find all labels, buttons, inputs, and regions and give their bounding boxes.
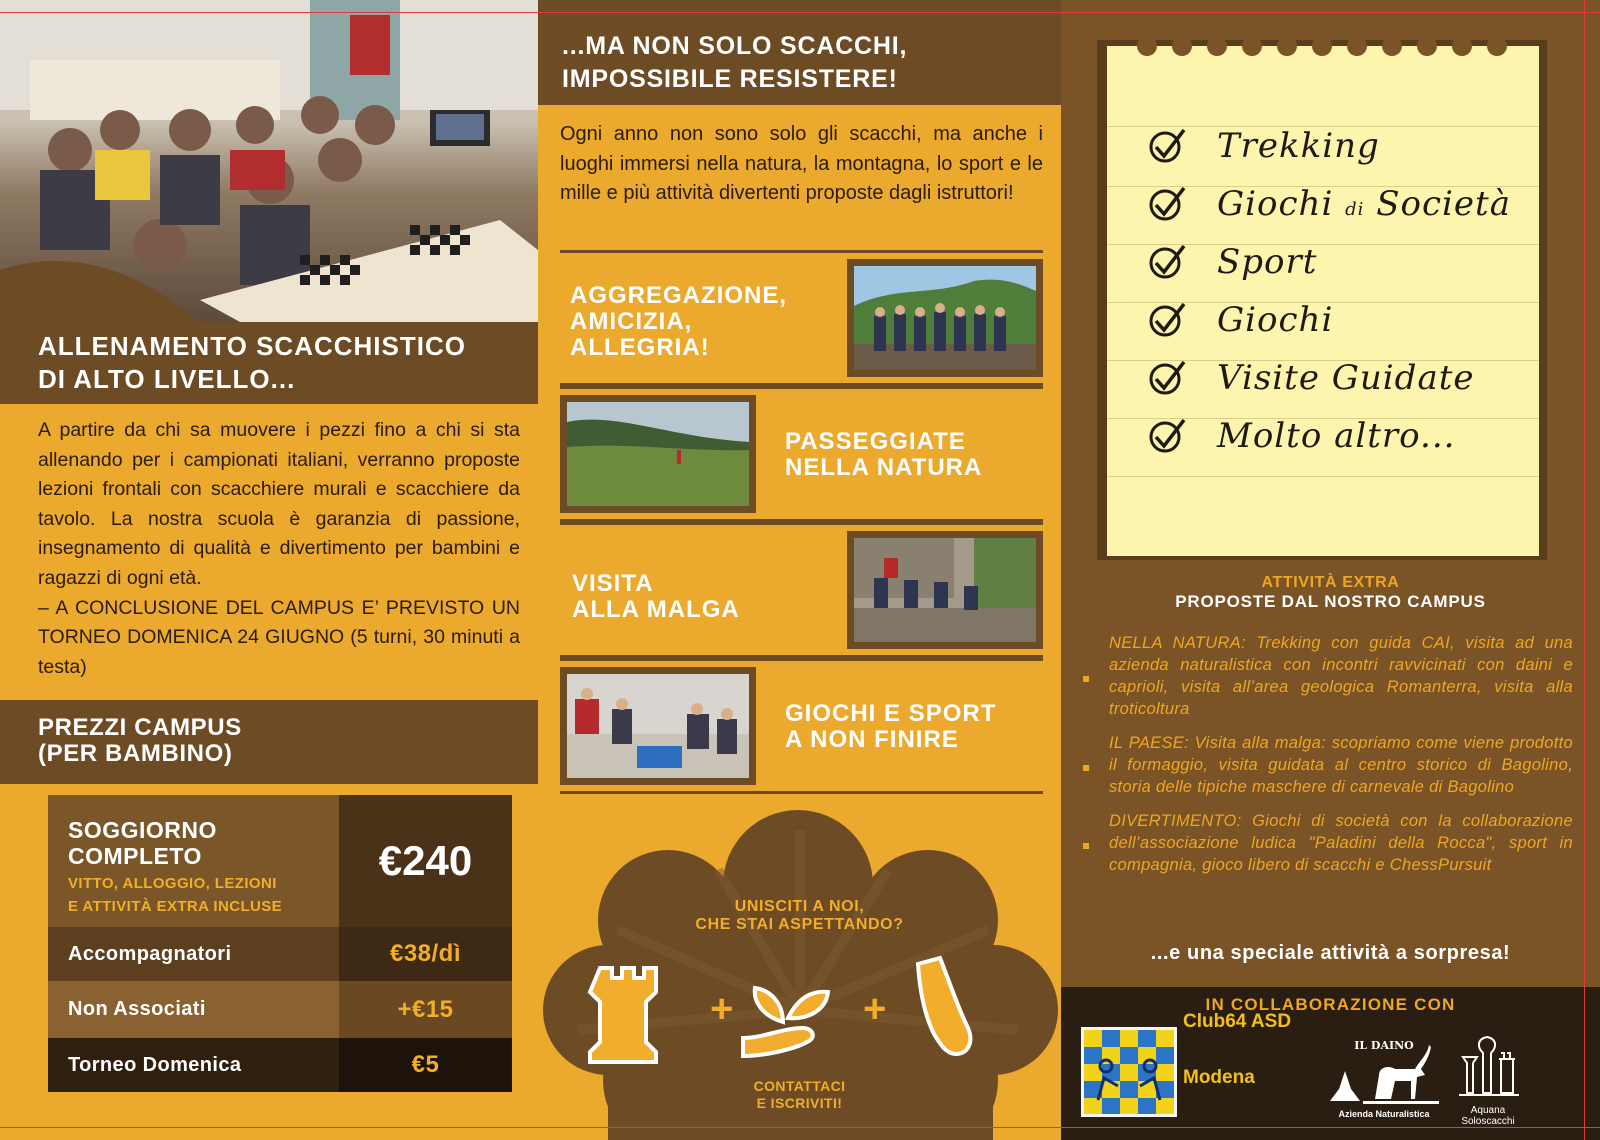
full-stay-title-2: COMPLETO xyxy=(68,843,202,869)
plant-hand-icon xyxy=(743,988,828,1056)
activity-label-line: VISITA xyxy=(572,570,654,597)
extra-item-village xyxy=(1083,732,1573,798)
price-row-full-stay xyxy=(48,795,512,927)
extra-item-text: DIVERTIMENTO: Giochi di società con la collaborazione dell’associazione ludica "Paladini della Rocca", sport in compagnia, gioco libero di scacchi e ChessPursuit xyxy=(1109,812,1573,874)
activity-label-line: AGGREGAZIONE, xyxy=(570,282,788,309)
soloscacchi-line1: Aquana xyxy=(1470,1105,1506,1116)
checkbox-checked-icon xyxy=(1147,127,1187,165)
checklist-label-part: Giochi xyxy=(1217,184,1334,224)
plus-sign-2: + xyxy=(863,987,887,1031)
crop-guide-top xyxy=(0,12,1600,13)
price-row-companions xyxy=(48,927,512,981)
checklist-item-board-games xyxy=(1147,180,1511,228)
contact-us-text xyxy=(538,1078,1061,1112)
group-photo-illustration xyxy=(854,266,1036,370)
prices-heading-line2: (PER BAMBINO) xyxy=(38,740,233,767)
activity-label-line: PASSEGGIATE xyxy=(785,428,966,455)
board-games-photo-illustration xyxy=(567,674,749,778)
activities-intro: Ogni anno non sono solo gli scacchi, ma anche i luoghi immersi nella natura, la montagna, lo sport e le mille e più attività divertenti proposte dagli istruttori! xyxy=(560,123,1043,204)
activity-label-line: ALLEGRIA! xyxy=(570,334,710,361)
price-row-non-members xyxy=(48,981,512,1038)
training-paragraph: A partire da chi sa muovere i pezzi fino a chi si sta allenando per i campionati italiani, verranno proposte lezioni frontali con scacchiere murali e scacchiere da tavolo. La nostra scuola è garanzia di passione, insegnamento di qualità e divertimento per bambini e ragazzi di ogni età. xyxy=(38,419,520,589)
club64-name-top: Club64 ASD xyxy=(1183,1011,1292,1032)
checklist-item-more xyxy=(1147,412,1455,460)
contact-us-line1: CONTATTACI xyxy=(753,1078,846,1094)
bullet-icon xyxy=(1083,843,1089,849)
panel-extra-activities xyxy=(1061,0,1600,1140)
photo-chess-class xyxy=(0,0,538,322)
activity-aggregation-label xyxy=(570,283,787,361)
full-stay-title-1: SOGGIORNO xyxy=(68,817,217,843)
checklist-label: Giochi xyxy=(1217,300,1334,340)
collaboration-title: IN COLLABORAZIONE CON xyxy=(1205,995,1456,1014)
checkbox-checked-icon xyxy=(1147,417,1187,455)
sneaker-icon xyxy=(918,958,970,1054)
activity-label-line: A NON FINIRE xyxy=(785,726,959,753)
extra-activities-title: ATTIVITÀ EXTRA xyxy=(1261,574,1400,591)
panel-chess-training xyxy=(0,0,538,1140)
price-row-tournament xyxy=(48,1038,512,1092)
training-heading-line2: DI ALTO LIVELLO... xyxy=(38,364,296,394)
full-stay-includes-2: E ATTIVITÀ EXTRA INCLUSE xyxy=(68,898,283,915)
prices-heading xyxy=(0,700,538,784)
non-members-price: +€15 xyxy=(339,981,512,1038)
soloscacchi-line2: Soloscacchi xyxy=(1461,1116,1515,1127)
activity-label-line: NELLA NATURA xyxy=(785,454,983,481)
club64-logo xyxy=(1081,1027,1177,1117)
soloscacchi-logo xyxy=(1453,1023,1523,1113)
cloud-icons-row xyxy=(538,950,1061,1070)
extra-activities-list xyxy=(1083,632,1573,888)
activity-nature-label xyxy=(785,429,982,481)
checklist-note xyxy=(1107,46,1539,556)
checklist-item-guided-tours xyxy=(1147,354,1475,402)
surprise-activity-text: ...e una speciale attività a sorpresa! xyxy=(1150,942,1511,964)
activity-nature-walks xyxy=(560,386,1043,522)
tournament-paragraph: – A CONCLUSIONE DEL CAMPUS E’ PREVISTO UN TORNEO DOMENICA 24 GIUGNO (5 turni, 30 minuti a testa) xyxy=(38,596,520,678)
checkbox-checked-icon xyxy=(1147,185,1187,223)
activity-label-line: GIOCHI E SPORT xyxy=(785,700,997,727)
activity-aggregation xyxy=(560,250,1043,386)
activity-malga-label xyxy=(572,571,740,623)
il-daino-subtitle: Azienda Naturalistica xyxy=(1338,1109,1430,1119)
checkbox-checked-icon xyxy=(1147,301,1187,339)
activities-heading xyxy=(538,0,1061,105)
panel-activities xyxy=(538,0,1061,1140)
training-heading-line1: ALLENAMENTO SCACCHISTICO xyxy=(38,331,466,361)
photo-meadow xyxy=(560,395,756,513)
crop-guide-bottom xyxy=(0,1127,1600,1128)
companions-label: Accompagnatori xyxy=(48,927,339,981)
join-us-line2: CHE STAI ASPETTANDO? xyxy=(695,916,904,933)
meadow-photo-illustration xyxy=(567,402,749,506)
extra-item-text: IL PAESE: Visita alla malga: scopriamo come viene prodotto il formaggio, visita guidata al centro storico di Bagolino, storia delle tipiche maschere di carnevale di Bagolino xyxy=(1109,734,1573,796)
photo-board-games xyxy=(560,667,756,785)
extra-item-nature xyxy=(1083,632,1573,720)
crop-guide-right xyxy=(1584,0,1585,1140)
il-daino-title: IL DAINO xyxy=(1354,1039,1414,1052)
extra-item-fun xyxy=(1083,810,1573,876)
bullet-icon xyxy=(1083,765,1089,771)
checklist-item-sport xyxy=(1147,238,1317,286)
checklist-label-small: di xyxy=(1345,199,1365,220)
prices-heading-line1: PREZZI CAMPUS xyxy=(38,714,242,741)
activities-heading-line1: ...MA NON SOLO SCACCHI, xyxy=(562,32,908,60)
malga-photo-illustration xyxy=(854,538,1036,642)
note-binding-holes xyxy=(1107,36,1539,56)
activity-games-label xyxy=(785,701,996,753)
full-stay-price: €240 xyxy=(339,795,512,927)
chess-rook-icon xyxy=(590,968,656,1062)
activity-label-line: AMICIZIA, xyxy=(570,308,693,335)
activity-games-sport xyxy=(560,658,1043,794)
join-us-line1: UNISCITI A NOI, xyxy=(734,898,865,915)
extra-activities-subtitle: PROPOSTE DAL NOSTRO CAMPUS xyxy=(1175,592,1486,611)
join-us-text xyxy=(538,898,1061,934)
bullet-icon xyxy=(1083,676,1089,682)
companions-price: €38/dì xyxy=(339,927,512,981)
checklist-label: Molto altro... xyxy=(1217,416,1456,456)
club64-checker-icon xyxy=(1084,1030,1174,1114)
tournament-label: Torneo Domenica xyxy=(48,1038,339,1092)
checklist-label: Visite Guidate xyxy=(1217,358,1475,398)
non-members-label: Non Associati xyxy=(48,981,339,1038)
checklist-label: Sport xyxy=(1217,242,1318,282)
checklist-label-part: Società xyxy=(1376,184,1511,224)
checklist-item-games xyxy=(1147,296,1333,344)
activity-label-line: ALLA MALGA xyxy=(572,596,740,623)
tournament-price: €5 xyxy=(339,1038,512,1092)
checklist-item-trekking xyxy=(1147,122,1380,170)
activity-malga-visit xyxy=(560,522,1043,658)
checkbox-checked-icon xyxy=(1147,243,1187,281)
contact-us-line2: E ISCRIVITI! xyxy=(756,1095,843,1111)
training-heading xyxy=(0,322,538,404)
extra-item-text: NELLA NATURA: Trekking con guida CAI, visita ad una azienda naturalistica con incontri ravvicinati con daini e caprioli, visita all’area geologica Romanterra, visita alla troticoltura xyxy=(1109,634,1573,718)
checkbox-checked-icon xyxy=(1147,359,1187,397)
photo-group xyxy=(847,259,1043,377)
club64-name-bottom: Modena xyxy=(1183,1067,1255,1088)
training-description xyxy=(38,416,520,682)
photo-malga xyxy=(847,531,1043,649)
checklist-label: Trekking xyxy=(1217,126,1380,166)
activities-heading-line2: IMPOSSIBILE RESISTERE! xyxy=(562,65,898,93)
soloscacchi-text xyxy=(1451,1105,1525,1127)
full-stay-includes-1: VITTO, ALLOGGIO, LEZIONI xyxy=(68,875,277,892)
plus-sign-1: + xyxy=(710,987,734,1031)
note-rule xyxy=(1107,476,1539,477)
price-table xyxy=(48,795,512,1092)
join-us-cloud xyxy=(538,810,1061,1140)
chess-class-illustration xyxy=(0,0,538,322)
collaboration-bar xyxy=(1061,987,1600,1140)
checklist-label xyxy=(1217,184,1511,224)
